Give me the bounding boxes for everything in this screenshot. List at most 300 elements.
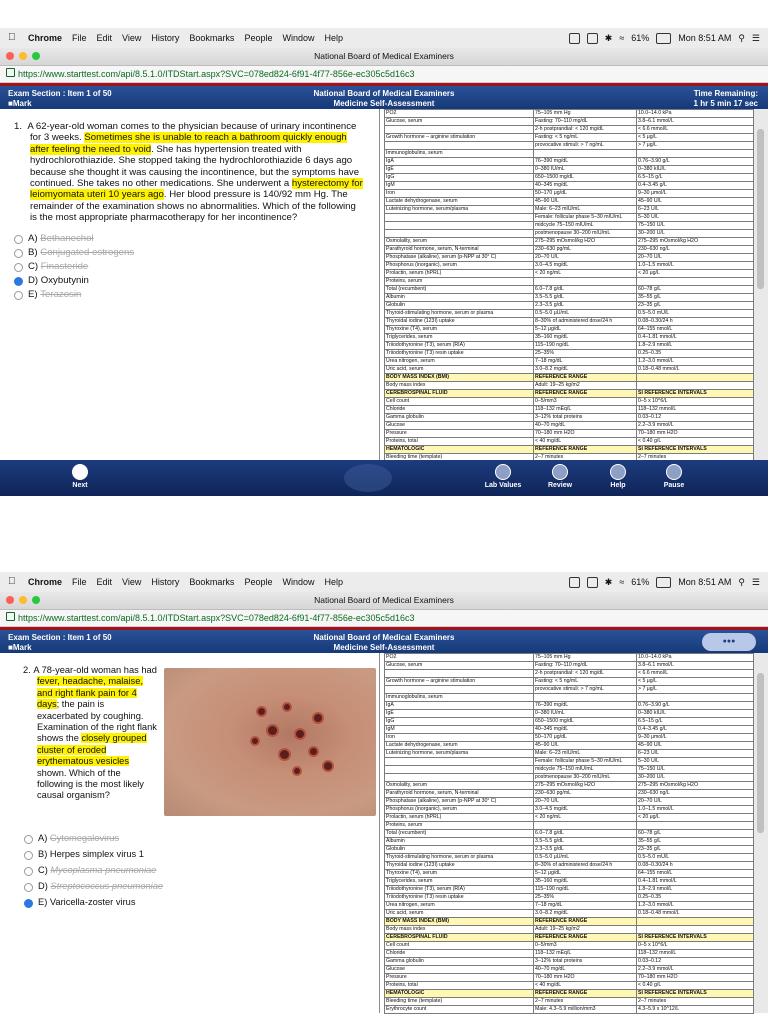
lab-cell: HEMATOLOGIC <box>385 446 534 454</box>
lab-cell: Total (recumbent) <box>385 830 534 838</box>
list-icon[interactable]: ☰ <box>751 576 760 587</box>
vesicle <box>294 768 300 774</box>
lab-cell: IgM <box>385 726 534 734</box>
lab-row <box>385 118 754 126</box>
mac-menubar <box>0 28 768 48</box>
time-remaining-value: 1 hr 5 min 17 sec <box>693 99 758 108</box>
menu-people[interactable]: People <box>244 577 273 587</box>
battery-icon[interactable] <box>656 33 671 44</box>
lab-cell: 45–90 U/L <box>534 198 637 206</box>
highlight[interactable]: closely grouped cluster of eroded erythematous vesicles <box>37 733 147 767</box>
lab-cell: 230–630 ng/L <box>637 790 754 798</box>
question-2-stem: 2. A 78-year-old woman has had fever, headache, malaise, and right flank pain for 4 days; the pain is exacerbated by coughing. Examination of the right flank shows the closely grouped cluster of eroded erythematous vesicles shown. Which of the following is the most likely causal organism? <box>23 665 157 801</box>
exam-section: Exam Section : Item 1 of 50 <box>8 89 112 98</box>
lab-cell: Osmolality, serum <box>385 238 534 246</box>
lab-cell: 0.25–0.35 <box>637 350 754 358</box>
assessment-name: Medicine Self-Assessment <box>333 99 435 108</box>
lab-cell: CEREBROSPINAL FLUID <box>385 934 534 942</box>
lab-cell <box>637 374 754 382</box>
lab-cell: Gamma globulin <box>385 414 534 422</box>
lab-cell: 35–55 g/L <box>637 838 754 846</box>
nbme-seal-logo <box>344 464 392 492</box>
lab-row <box>385 398 754 406</box>
lab-cell: 0.76–3.90 g/L <box>637 158 754 166</box>
window-titlebar <box>0 592 768 610</box>
lab-row <box>385 694 754 702</box>
menu-bookmarks[interactable]: Bookmarks <box>189 577 235 587</box>
lab-cell: 23–35 g/L <box>637 846 754 854</box>
lab-cell: 3.8–6.1 mmol/L <box>637 118 754 126</box>
radio-button[interactable] <box>14 291 23 300</box>
lab-cell: 0.25–0.35 <box>637 894 754 902</box>
lab-cell: 5–30 U/L <box>637 214 754 222</box>
menu-history[interactable]: History <box>151 33 180 43</box>
mark-icon[interactable]: ■ <box>8 643 13 652</box>
lab-cell: Globulin <box>385 302 534 310</box>
lab-cell: 0.08–0.30/24 h <box>637 862 754 870</box>
lab-cell: 2–7 minutes <box>534 454 637 462</box>
vesicle <box>258 708 265 715</box>
pause-button[interactable]: Pause <box>654 464 694 489</box>
lab-cell: Thyroid-stimulating hormone, serum or plasma <box>385 310 534 318</box>
lab-cell: Fasting: 70–110 mg/dL <box>534 662 637 670</box>
lab-cell: 76–390 mg/dL <box>534 702 637 710</box>
radio-button[interactable] <box>14 249 23 258</box>
lab-cell: Glucose, serum <box>385 118 534 126</box>
menu-view[interactable]: View <box>122 577 142 587</box>
lab-row <box>385 182 754 190</box>
lab-cell: 9–30 μmol/L <box>637 190 754 198</box>
mark-label[interactable]: Mark <box>12 99 32 108</box>
menu-window[interactable]: Window <box>282 577 315 587</box>
list-icon[interactable]: ☰ <box>751 32 760 43</box>
lab-cell: REFERENCE RANGE <box>534 990 637 998</box>
lab-row <box>385 374 754 382</box>
battery-icon[interactable] <box>656 577 671 588</box>
menu-help[interactable]: Help <box>324 577 343 587</box>
lab-cell: 40–70 mg/dL <box>534 422 637 430</box>
exam-footer <box>0 460 768 496</box>
lab-cell: Thyroid-stimulating hormone, serum or plasma <box>385 854 534 862</box>
lab-cell: 0.18–0.48 mmol/L <box>637 910 754 918</box>
lab-cell: 2-h postprandial: < 120 mg/dL <box>534 670 637 678</box>
lab-cell: Triiodothyronine (T3) resin uptake <box>385 894 534 902</box>
lab-cell <box>385 222 534 230</box>
address-bar[interactable] <box>0 66 768 83</box>
lab-cell: Fasting: < 5 ng/mL <box>534 134 637 142</box>
lab-cell: 275–295 mOsmol/kg H2O <box>534 238 637 246</box>
option-c[interactable]: C) Finasteride <box>14 261 364 272</box>
help-icon <box>610 464 626 480</box>
lab-cell <box>385 774 534 782</box>
lab-cell: Phosphatase (alkaline), serum (p-NPP at 30° C) <box>385 254 534 262</box>
exam-content <box>0 109 768 460</box>
lab-cell: Urea nitrogen, serum <box>385 358 534 366</box>
close-window-button[interactable] <box>6 52 14 60</box>
lab-row <box>385 342 754 350</box>
lab-row <box>385 174 754 182</box>
lab-cell: provocative stimuli: > 7 ng/mL <box>534 142 637 150</box>
bluetooth-icon[interactable]: ✱ <box>604 576 613 587</box>
lock-icon[interactable] <box>6 612 15 621</box>
lab-cell: Fasting: < 5 ng/mL <box>534 678 637 686</box>
lab-cell: 70–180 mm H2O <box>637 430 754 438</box>
lab-cell: < 20 ng/mL <box>534 814 637 822</box>
help-button[interactable]: Help <box>598 464 638 489</box>
lab-cell: 115–190 ng/dL <box>534 342 637 350</box>
radio-button[interactable] <box>24 883 33 892</box>
lab-cell: Female: follicular phase 5–30 mIU/mL <box>534 758 637 766</box>
pause-overlay-badge: ●●● <box>702 633 756 651</box>
dropbox-icon[interactable] <box>587 577 598 588</box>
lab-row <box>385 822 754 830</box>
lab-row <box>385 998 754 1006</box>
lab-row <box>385 382 754 390</box>
lab-row <box>385 862 754 870</box>
menu-people[interactable]: People <box>244 33 273 43</box>
lab-cell: 1.0–1.5 mmol/L <box>637 262 754 270</box>
clock[interactable]: Mon 8:51 AM <box>678 33 732 43</box>
lab-row <box>385 790 754 798</box>
option-b[interactable]: B) Herpes simplex virus 1 <box>24 849 164 860</box>
zoom-window-button[interactable] <box>32 596 40 604</box>
lab-cell: Male: 4.3–5.9 million/mm3 <box>534 1006 637 1014</box>
menu-view[interactable]: View <box>122 33 142 43</box>
lab-cell: 40–70 mg/dL <box>534 966 637 974</box>
lab-cell: 23–35 g/L <box>637 302 754 310</box>
zoom-window-button[interactable] <box>32 52 40 60</box>
lab-row <box>385 214 754 222</box>
mark-icon[interactable]: ■ <box>8 99 13 108</box>
highlight[interactable]: hysterectomy for leiomyomata uteri 10 years ago <box>30 178 363 201</box>
lab-cell: 118–132 mmol/L <box>637 950 754 958</box>
lab-cell: 3–12% total proteins <box>534 958 637 966</box>
lab-cell: 3.8–6.1 mmol/L <box>637 662 754 670</box>
lab-cell <box>385 214 534 222</box>
radio-button-selected[interactable] <box>24 899 33 908</box>
lab-cell: 1.2–3.0 mmol/L <box>637 358 754 366</box>
lab-row <box>385 286 754 294</box>
clock[interactable]: Mon 8:51 AM <box>678 577 732 587</box>
option-c[interactable]: C) Mycoplasma pneumoniae <box>24 865 164 876</box>
lab-cell: Albumin <box>385 294 534 302</box>
url-text[interactable]: https://www.starttest.com/api/8.5.1.0/ITDStart.aspx?SVC=078ed824-6f91-4f77-856e-ec305c5d16c3 <box>18 613 415 623</box>
lab-cell: IgE <box>385 166 534 174</box>
lab-cell: midcycle 75–150 mIU/mL <box>534 766 637 774</box>
lab-row <box>385 982 754 990</box>
menu-edit[interactable]: Edit <box>96 33 113 43</box>
lab-cell: 2–7 minutes <box>534 998 637 1006</box>
exam-header <box>0 627 768 653</box>
review-icon <box>552 464 568 480</box>
lab-cell <box>637 926 754 934</box>
minimize-window-button[interactable] <box>19 596 27 604</box>
menu-history[interactable]: History <box>151 577 180 587</box>
option-e[interactable]: E) Terazosin <box>14 289 364 300</box>
lab-cell: postmenopause 30–200 mIU/mL <box>534 774 637 782</box>
lab-cell: 1.8–2.9 nmol/L <box>637 886 754 894</box>
lab-cell: Thyroxine (T4), serum <box>385 326 534 334</box>
lab-cell: 650–1500 mg/dL <box>534 174 637 182</box>
lab-cell: Adult: 19–25 kg/m2 <box>534 382 637 390</box>
lab-cell: < 40 mg/dL <box>534 438 637 446</box>
lab-cell <box>385 126 534 134</box>
lab-cell: IgG <box>385 718 534 726</box>
lab-cell: 3.5–5.5 g/dL <box>534 838 637 846</box>
lab-row <box>385 966 754 974</box>
lab-cell: postmenopause 30–200 mIU/mL <box>534 230 637 238</box>
radio-button[interactable] <box>24 851 33 860</box>
lab-row <box>385 942 754 950</box>
lab-cell: Glucose <box>385 966 534 974</box>
next-icon <box>72 464 88 480</box>
search-icon[interactable]: ⚲ <box>738 32 745 43</box>
lab-row <box>385 926 754 934</box>
lab-cell: 40–345 mg/dL <box>534 726 637 734</box>
lab-cell: 0–380 kIU/L <box>637 710 754 718</box>
scrollbar-thumb[interactable] <box>757 129 764 289</box>
lab-cell: 3.0–8.2 mg/dL <box>534 366 637 374</box>
screenshot-tool-icon[interactable] <box>569 33 580 44</box>
lab-row <box>385 702 754 710</box>
lab-cell: < 0.40 g/L <box>637 438 754 446</box>
lab-cell: 2.2–3.9 mmol/L <box>637 422 754 430</box>
lab-cell: Phosphorus (inorganic), serum <box>385 806 534 814</box>
lab-row <box>385 206 754 214</box>
lab-row <box>385 686 754 694</box>
lab-cell: Erythrocyte count <box>385 1006 534 1014</box>
lab-cell: 2–7 minutes <box>637 998 754 1006</box>
lab-cell: CEREBROSPINAL FLUID <box>385 390 534 398</box>
lab-cell: midcycle 75–150 mIU/mL <box>534 222 637 230</box>
lab-cell: SI REFERENCE INTERVALS <box>637 934 754 942</box>
lab-cell: Bleeding time (template) <box>385 998 534 1006</box>
apple-icon[interactable] <box>8 577 18 587</box>
minimize-window-button[interactable] <box>19 52 27 60</box>
option-e[interactable]: E) Varicella-zoster virus <box>24 897 164 908</box>
lab-values-panel[interactable] <box>379 653 755 1013</box>
lab-cell: Prolactin, serum (hPRL) <box>385 814 534 822</box>
lab-row <box>385 262 754 270</box>
lab-row <box>385 854 754 862</box>
radio-button-selected[interactable] <box>14 277 23 286</box>
lab-row <box>385 902 754 910</box>
lab-row <box>385 990 754 998</box>
lab-cell: SI REFERENCE INTERVALS <box>637 446 754 454</box>
lab-cell: HEMATOLOGIC <box>385 990 534 998</box>
lab-row <box>385 782 754 790</box>
option-d[interactable]: D) Oxybutynin <box>14 275 364 286</box>
lab-values-table <box>384 109 754 470</box>
lab-cell <box>637 278 754 286</box>
menu-bookmarks[interactable]: Bookmarks <box>189 33 235 43</box>
lab-row <box>385 958 754 966</box>
lab-row <box>385 774 754 782</box>
lab-row <box>385 974 754 982</box>
lab-cell: 1.2–3.0 mmol/L <box>637 902 754 910</box>
lab-values-panel[interactable] <box>379 109 755 460</box>
lab-cell: Proteins, total <box>385 982 534 990</box>
menu-help[interactable]: Help <box>324 33 343 43</box>
lab-cell: Globulin <box>385 846 534 854</box>
lab-row <box>385 878 754 886</box>
lab-cell: IgE <box>385 710 534 718</box>
lab-cell: Chloride <box>385 950 534 958</box>
lab-row <box>385 366 754 374</box>
menu-edit[interactable]: Edit <box>96 577 113 587</box>
lab-row <box>385 446 754 454</box>
highlight[interactable]: Sometimes she is unable to reach a bathroom quickly enough after feeling the need to void <box>30 132 347 155</box>
lab-cell: 20–70 U/L <box>534 798 637 806</box>
lab-cell: 75–150 U/L <box>637 766 754 774</box>
next-button[interactable]: Next <box>60 464 100 489</box>
exam-section: Exam Section : Item 1 of 50 <box>8 633 112 642</box>
lab-cell: 0.08–0.30/24 h <box>637 318 754 326</box>
lab-cell: 118–132 mEq/L <box>534 950 637 958</box>
lab-cell: 0.4–3.45 g/L <box>637 726 754 734</box>
lab-cell: 0–380 IU/mL <box>534 710 637 718</box>
lab-cell: Thyroidal iodine (123I) uptake <box>385 862 534 870</box>
lab-cell: Proteins, serum <box>385 278 534 286</box>
lab-cell: Prolactin, serum (hPRL) <box>385 270 534 278</box>
radio-button[interactable] <box>14 235 23 244</box>
lab-cell: 5–30 U/L <box>637 758 754 766</box>
lab-cell: 3.0–8.2 mg/dL <box>534 910 637 918</box>
scrollbar[interactable] <box>754 109 768 460</box>
close-window-button[interactable] <box>6 596 14 604</box>
wifi-icon[interactable]: ≈ <box>619 577 625 587</box>
lab-row <box>385 742 754 750</box>
lab-cell: 7–18 mg/dL <box>534 358 637 366</box>
lab-row <box>385 438 754 446</box>
lab-cell: Lactate dehydrogenase, serum <box>385 198 534 206</box>
lab-cell <box>534 278 637 286</box>
menu-chrome[interactable]: Chrome <box>28 577 63 587</box>
lab-cell: 2–7 minutes <box>637 454 754 462</box>
lab-row <box>385 950 754 958</box>
option-b[interactable]: B) Conjugated estrogens <box>14 247 364 258</box>
url-text[interactable]: https://www.starttest.com/api/8.5.1.0/ITDStart.aspx?SVC=078ed824-6f91-4f77-856e-ec305c5d16c3 <box>18 69 415 79</box>
address-bar[interactable] <box>0 610 768 627</box>
lab-cell: Thyroidal iodine (123I) uptake <box>385 318 534 326</box>
lab-cell: 40–345 mg/dL <box>534 182 637 190</box>
lab-cell: Pressure <box>385 974 534 982</box>
lab-cell <box>534 694 637 702</box>
scrollbar[interactable] <box>754 653 768 1013</box>
lab-cell: Gamma globulin <box>385 958 534 966</box>
lab-cell: Osmolality, serum <box>385 782 534 790</box>
review-button[interactable]: Review <box>540 464 580 489</box>
lab-cell: 45–90 U/L <box>534 742 637 750</box>
menu-window[interactable]: Window <box>282 33 315 43</box>
lab-cell: 7–18 mg/dL <box>534 902 637 910</box>
lab-cell: 64–155 nmol/L <box>637 870 754 878</box>
lab-cell: Triglycerides, serum <box>385 878 534 886</box>
radio-button[interactable] <box>24 867 33 876</box>
option-a[interactable]: A) Cytomegalovirus <box>24 833 164 844</box>
lab-row <box>385 166 754 174</box>
lab-cell: 5–12 μg/dL <box>534 870 637 878</box>
lab-row <box>385 270 754 278</box>
menu-file[interactable]: File <box>72 33 87 43</box>
lab-cell: 0.76–3.90 g/L <box>637 702 754 710</box>
lab-row <box>385 846 754 854</box>
lab-cell: REFERENCE RANGE <box>534 374 637 382</box>
lab-cell: 20–70 U/L <box>637 254 754 262</box>
assessment-name: Medicine Self-Assessment <box>333 643 435 652</box>
lab-row <box>385 798 754 806</box>
lab-row <box>385 718 754 726</box>
option-d[interactable]: D) Streptococcus pneumoniae <box>24 881 164 892</box>
option-a[interactable]: A) Bethanechol <box>14 233 364 244</box>
lab-cell: 20–70 U/L <box>637 798 754 806</box>
lab-cell: 0.03–0.12 <box>637 414 754 422</box>
lab-cell: 6.0–7.8 g/dL <box>534 830 637 838</box>
search-icon[interactable]: ⚲ <box>738 576 745 587</box>
lab-cell: Parathyroid hormone, serum, N-terminal <box>385 246 534 254</box>
lab-cell: IgM <box>385 182 534 190</box>
lab-cell: 9–30 μmol/L <box>637 734 754 742</box>
exam-header <box>0 83 768 109</box>
radio-button[interactable] <box>24 835 33 844</box>
lab-cell: 5–12 μg/dL <box>534 326 637 334</box>
lab-row <box>385 142 754 150</box>
skin-lesion-image <box>164 668 376 816</box>
lab-cell: 6.5–15 g/L <box>637 718 754 726</box>
answer-options <box>14 233 364 300</box>
bluetooth-icon[interactable]: ✱ <box>604 32 613 43</box>
lab-row <box>385 1006 754 1014</box>
lab-row <box>385 670 754 678</box>
lab-cell: 10.0–14.0 kPa <box>637 654 754 662</box>
lab-cell: Triiodothyronine (T3), serum (RIA) <box>385 886 534 894</box>
lab-cell: 275–295 mOsmol/kg H2O <box>637 238 754 246</box>
menu-chrome[interactable]: Chrome <box>28 33 63 43</box>
wifi-icon[interactable]: ≈ <box>619 33 625 43</box>
lab-row <box>385 750 754 758</box>
lab-cell: Uric acid, serum <box>385 366 534 374</box>
lab-cell: 6.5–15 g/L <box>637 174 754 182</box>
lab-row <box>385 246 754 254</box>
lab-cell: 230–630 ng/L <box>637 246 754 254</box>
lab-cell: 60–78 g/L <box>637 830 754 838</box>
menu-file[interactable]: File <box>72 577 87 587</box>
lab-cell: 70–180 mm H2O <box>534 974 637 982</box>
lab-cell: < 20 μg/L <box>637 270 754 278</box>
lock-icon[interactable] <box>6 68 15 77</box>
lab-cell: 50–170 μg/dL <box>534 190 637 198</box>
lab-cell: Immunoglobulins, serum <box>385 694 534 702</box>
lab-row <box>385 654 754 662</box>
lab-cell: 20–70 U/L <box>534 254 637 262</box>
lab-cell: 10.0–14.0 kPa <box>637 110 754 118</box>
lab-cell: Fasting: 70–110 mg/dL <box>534 118 637 126</box>
mac-menubar <box>0 572 768 592</box>
highlight[interactable]: fever, headache, malaise, and right flank pain for 4 days <box>37 676 143 710</box>
dropbox-icon[interactable] <box>587 33 598 44</box>
lab-cell: Uric acid, serum <box>385 910 534 918</box>
radio-button[interactable] <box>14 263 23 272</box>
apple-icon[interactable] <box>8 33 18 43</box>
lab-cell: 70–180 mm H2O <box>637 974 754 982</box>
screenshot-tool-icon[interactable] <box>569 577 580 588</box>
lab-cell: 0.5–5.0 mU/L <box>637 854 754 862</box>
lab-row <box>385 806 754 814</box>
lab-cell: Phosphatase (alkaline), serum (p-NPP at 30° C) <box>385 798 534 806</box>
lab-values-button[interactable]: Lab Values <box>483 464 523 489</box>
scrollbar-thumb[interactable] <box>757 673 764 833</box>
mark-label[interactable]: Mark <box>12 643 32 652</box>
